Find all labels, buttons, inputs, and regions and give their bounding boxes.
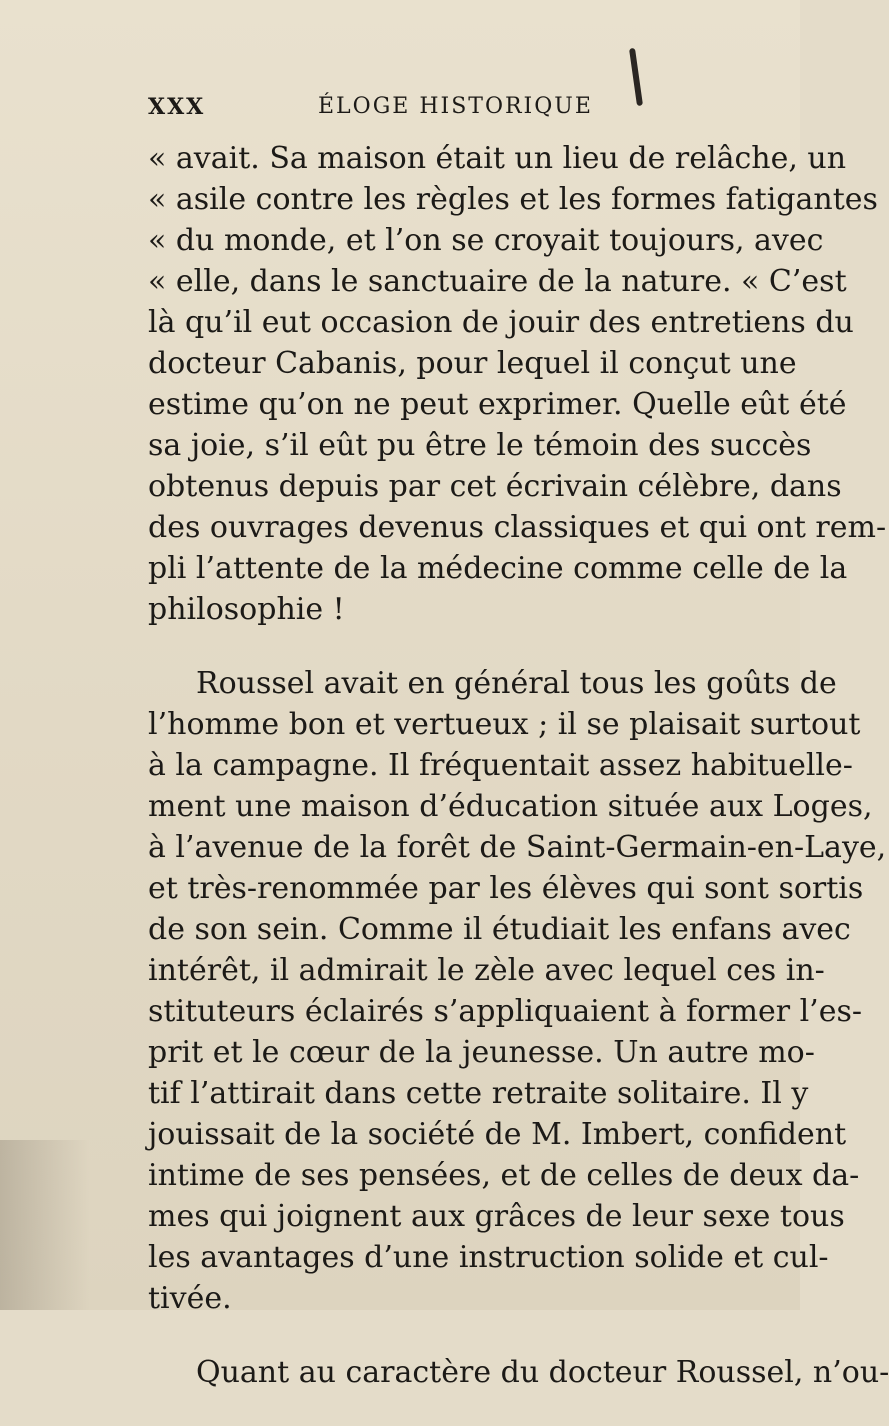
running-title: ÉLOGE HISTORIQUE [318, 94, 593, 119]
text-line: les avantages d’une instruction solide et cul- [148, 1240, 829, 1275]
paragraph-1 [148, 138, 887, 630]
body-text [148, 138, 889, 1426]
text-line: tivée. [148, 1281, 232, 1316]
text-line: mes qui joignent aux grâces de leur sexe tous [148, 1199, 845, 1234]
page-number: XXX [148, 94, 206, 120]
text-line: estime qu’on ne peut exprimer. Quelle eût été [148, 387, 847, 422]
text-line: sa joie, s’il eût pu être le témoin des succès [148, 428, 812, 463]
text-line: obtenus depuis par cet écrivain célèbre, dans [148, 469, 842, 504]
text-line: des ouvrages devenus classiques et qui ont rem- [148, 510, 887, 545]
text-line: philosophie ! [148, 592, 345, 627]
text-line: Roussel avait en général tous les goûts de [196, 666, 837, 701]
paragraph-3 [148, 1352, 889, 1393]
text-line: « avait. Sa maison était un lieu de relâche, un [148, 141, 847, 176]
text-line: tif l’attirait dans cette retraite solitaire. Il y [148, 1076, 809, 1111]
paragraph-2 [148, 663, 887, 1319]
text-line: l’homme bon et vertueux ; il se plaisait surtout [148, 707, 861, 742]
text-line: Quant au caractère du docteur Roussel, n’ou- [196, 1355, 889, 1390]
text-line: docteur Cabanis, pour lequel il conçut une [148, 346, 797, 381]
text-line: intérêt, il admirait le zèle avec lequel ces in- [148, 953, 825, 988]
text-line: « elle, dans le sanctuaire de la nature. « C’est [148, 264, 847, 299]
text-line: à l’avenue de la forêt de Saint-Germain-en-Laye, [148, 830, 887, 865]
text-line: « asile contre les règles et les formes fatigantes [148, 182, 878, 217]
text-line: pli l’attente de la médecine comme celle de la [148, 551, 848, 586]
text-line: là qu’il eut occasion de jouir des entretiens du [148, 305, 854, 340]
text-line: à la campagne. Il fréquentait assez habituelle- [148, 748, 853, 783]
page-edge-shadow [0, 1140, 90, 1310]
text-line: de son sein. Comme il étudiait les enfans avec [148, 912, 851, 947]
text-line: « du monde, et l’on se croyait toujours, avec [148, 223, 824, 258]
text-line: ment une maison d’éducation située aux Loges, [148, 789, 873, 824]
text-line: et très-renommée par les élèves qui sont sortis [148, 871, 864, 906]
text-line: jouissait de la société de M. Imbert, confident [148, 1117, 847, 1152]
text-line: intime de ses pensées, et de celles de deux da- [148, 1158, 860, 1193]
text-line: stituteurs éclairés s’appliquaient à former l’es- [148, 994, 862, 1029]
ink-mark [629, 48, 643, 106]
text-line: prit et le cœur de la jeunesse. Un autre mo- [148, 1035, 815, 1070]
